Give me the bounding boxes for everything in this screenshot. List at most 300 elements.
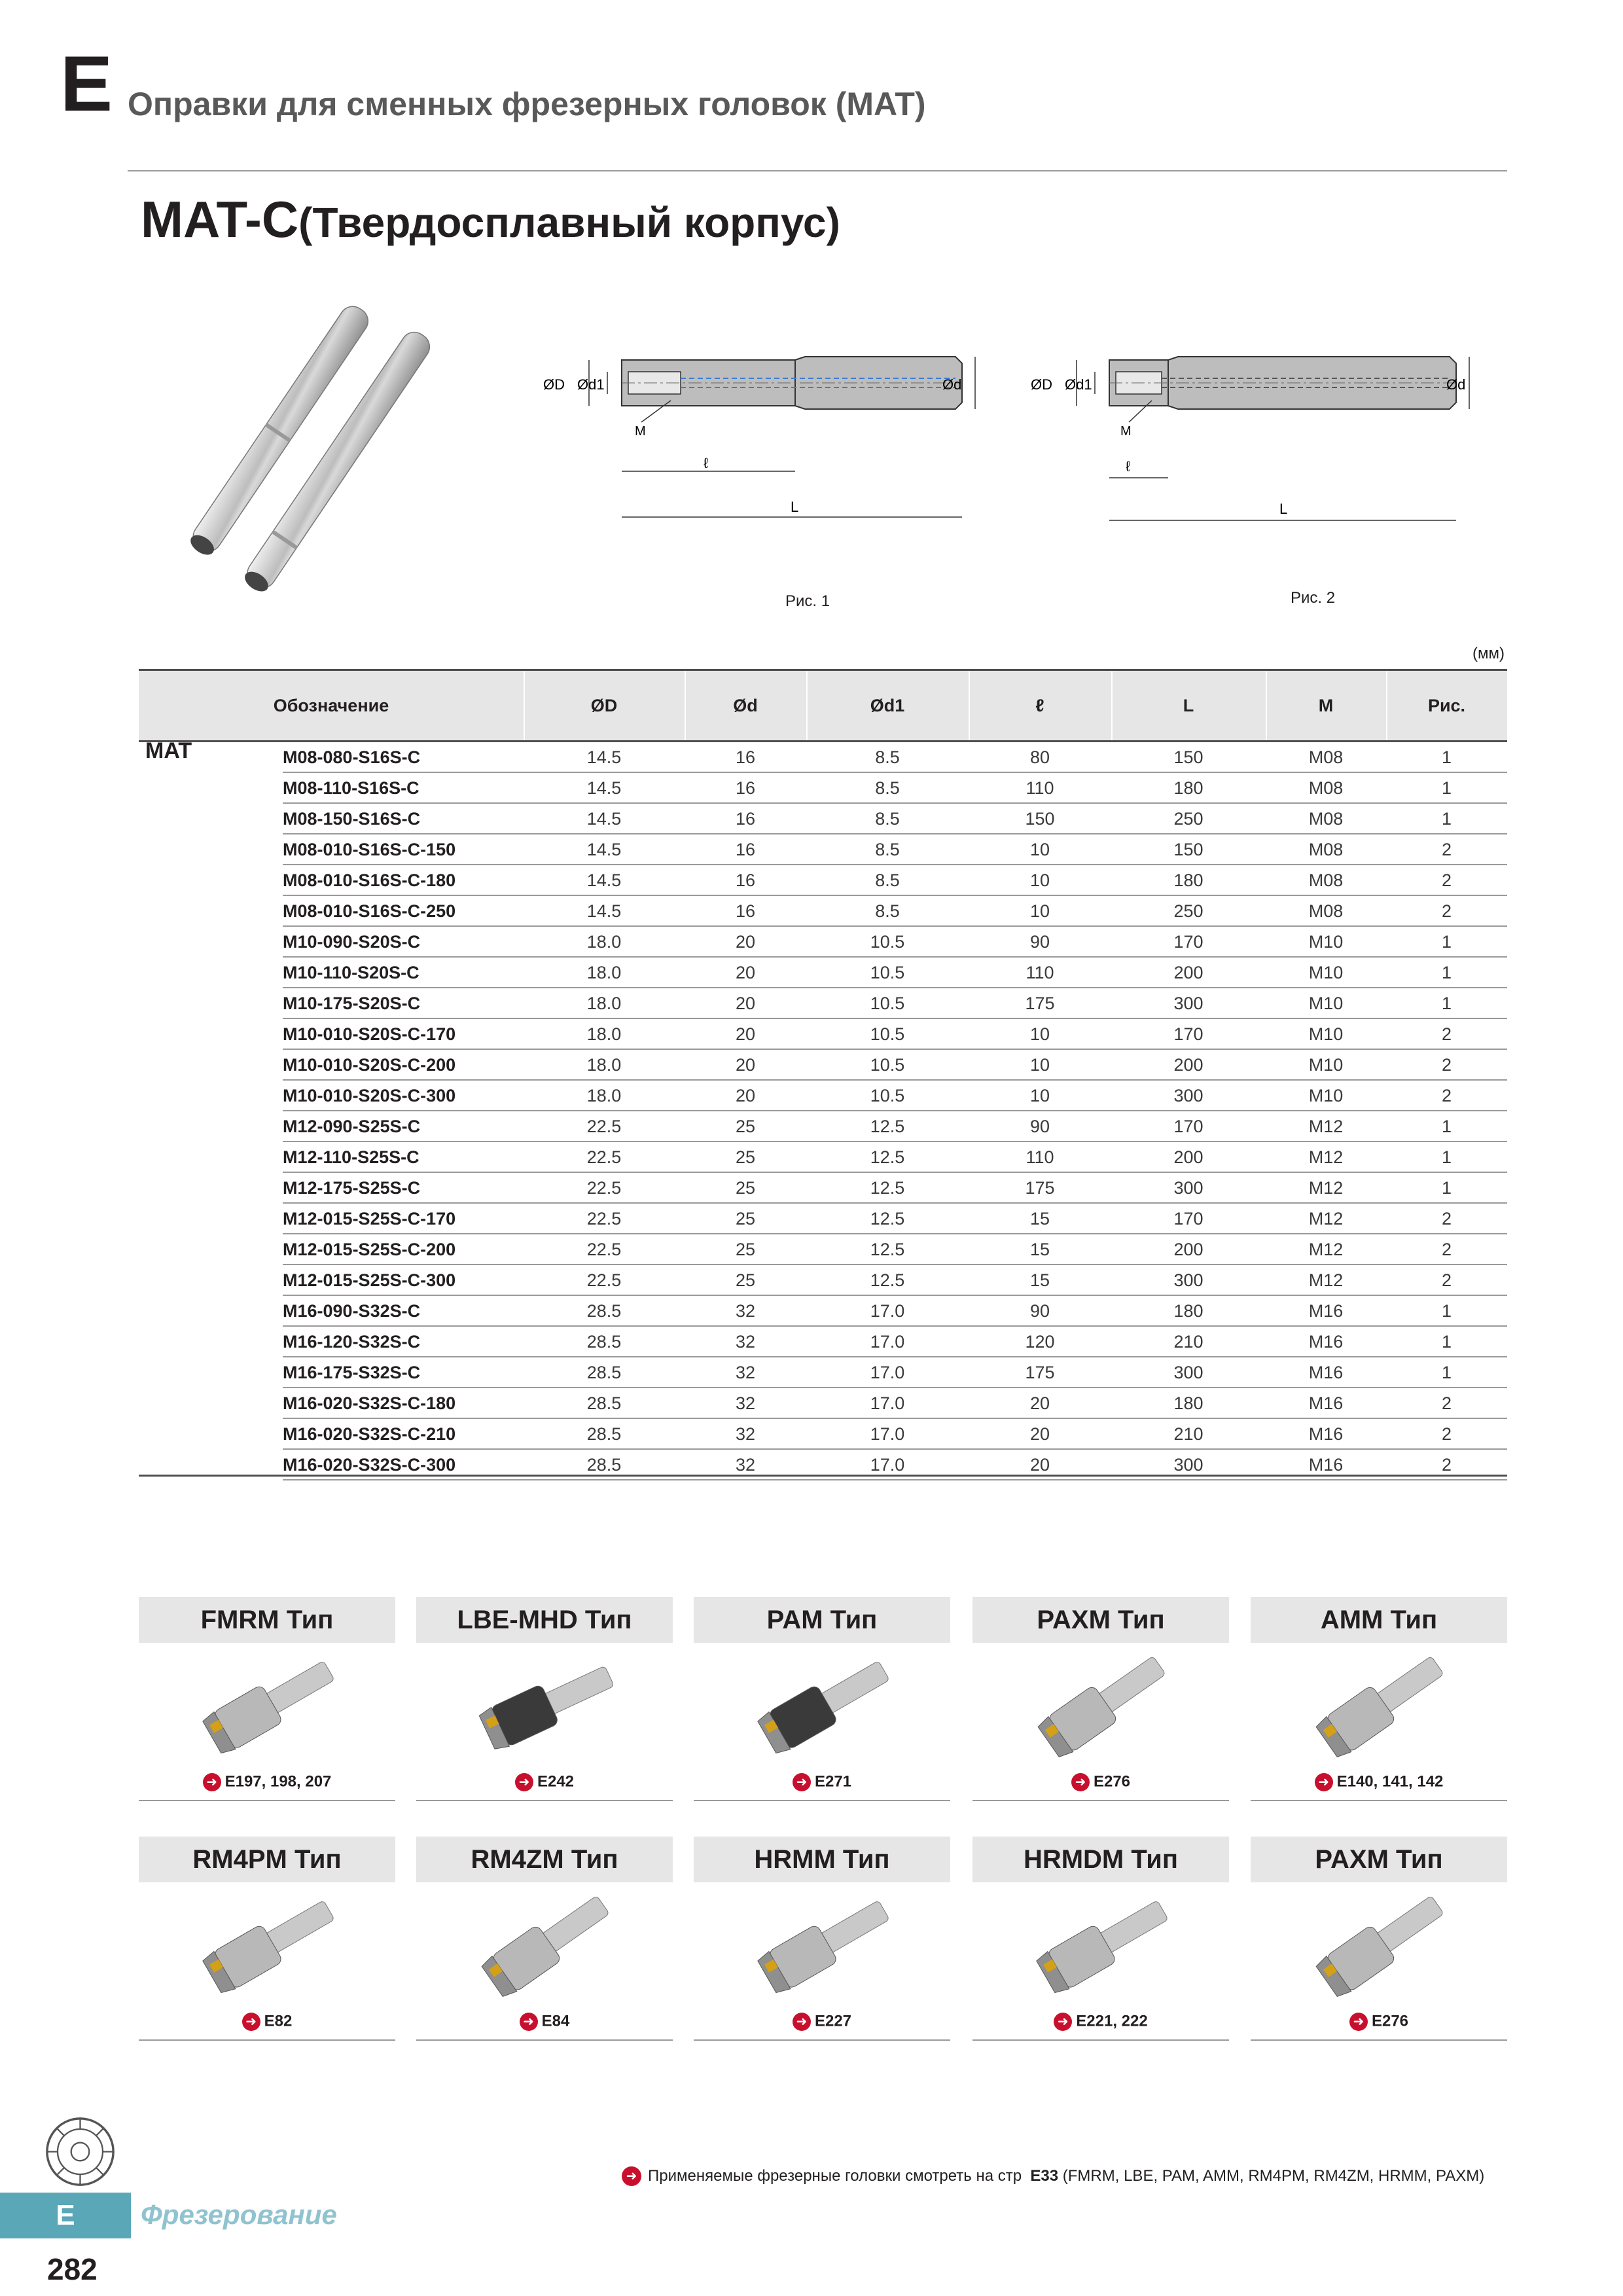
table-row [139, 1050, 1507, 1081]
cell-d: 16 [735, 809, 756, 829]
cell-M: M10 [1308, 932, 1344, 952]
table-row [139, 958, 1507, 988]
cell-code: M08-010-S16S-C-180 [283, 870, 456, 890]
cell-L: 170 [1173, 1117, 1204, 1136]
cell-d: 20 [735, 932, 756, 952]
table-row [139, 804, 1507, 834]
cell-fig: 1 [1441, 1332, 1452, 1352]
cell-code: M08-110-S16S-C [283, 778, 419, 798]
cell-D: 14.5 [586, 901, 622, 921]
type-card [139, 1837, 395, 2053]
cell-D: 18.0 [586, 1024, 622, 1044]
fig2-d-label: Ød [1446, 376, 1466, 393]
type-card-title: PAXM Тип [972, 1597, 1229, 1643]
cell-d1: 12.5 [870, 1178, 905, 1198]
product-name: MAT-C [141, 190, 299, 248]
cell-d1: 17.0 [870, 1455, 905, 1475]
cell-l: 80 [1029, 747, 1050, 767]
cell-M: M16 [1308, 1332, 1344, 1352]
arrow-right-icon: ➜ [1054, 2013, 1072, 2031]
table-row [139, 1419, 1507, 1450]
page-reference-text: E271 [814, 1772, 852, 1791]
milling-cutter-icon [43, 2114, 118, 2189]
cell-M: M08 [1308, 778, 1344, 798]
cell-fig: 1 [1441, 747, 1452, 767]
cell-L: 210 [1173, 1424, 1204, 1444]
cell-D: 18.0 [586, 963, 622, 982]
cell-d: 32 [735, 1393, 756, 1413]
cell-code: M12-110-S25S-C [283, 1147, 419, 1167]
type-card [416, 1837, 673, 2053]
cell-d: 32 [735, 1363, 756, 1382]
table-row [139, 1234, 1507, 1265]
cell-d1: 8.5 [875, 747, 900, 767]
fig1-d1-label: Ød1 [577, 376, 605, 393]
table-header [139, 669, 1507, 742]
cell-l: 10 [1029, 870, 1050, 890]
unit-label: (мм) [1472, 645, 1505, 662]
cell-fig: 2 [1441, 1393, 1452, 1413]
cell-M: M08 [1308, 840, 1344, 859]
cell-code: M16-090-S32S-C [283, 1301, 421, 1321]
cell-d1: 10.5 [870, 932, 905, 952]
cell-L: 300 [1173, 994, 1204, 1013]
table-row [139, 896, 1507, 927]
table-row [139, 742, 1507, 773]
figure-1-caption: Рис. 1 [785, 592, 830, 610]
cell-D: 22.5 [586, 1209, 622, 1229]
cell-d: 20 [735, 994, 756, 1013]
table-row [139, 1204, 1507, 1234]
type-card [1251, 1597, 1507, 1813]
cell-fig: 1 [1441, 1147, 1452, 1167]
type-card-title: HRMM Тип [694, 1837, 950, 1882]
shank-photo [164, 288, 504, 641]
cell-fig: 2 [1441, 1424, 1452, 1444]
cell-L: 170 [1173, 1024, 1204, 1044]
cell-d1: 10.5 [870, 1024, 905, 1044]
milling-head-photo [979, 1888, 1222, 2005]
header-D: ØD [590, 696, 618, 715]
figure-2-caption: Рис. 2 [1291, 589, 1336, 607]
cell-d1: 10.5 [870, 1055, 905, 1075]
arrow-right-icon: ➜ [1071, 1773, 1090, 1791]
milling-head-photo [700, 1648, 944, 1766]
section-tab-text: Фрезерование [141, 2199, 337, 2230]
cell-M: M16 [1308, 1424, 1344, 1444]
table-row [139, 1357, 1507, 1388]
cell-d1: 10.5 [870, 963, 905, 982]
cell-code: M12-015-S25S-C-170 [283, 1209, 456, 1229]
arrow-right-icon: ➜ [1315, 1773, 1333, 1791]
cell-L: 180 [1173, 1301, 1204, 1321]
cell-M: M08 [1308, 901, 1344, 921]
cell-L: 300 [1173, 1086, 1204, 1105]
cell-M: M08 [1308, 870, 1344, 890]
product-subtitle: (Твердосплавный корпус) [298, 199, 840, 246]
cell-code: M10-010-S20S-C-170 [283, 1024, 456, 1044]
cell-d1: 8.5 [875, 809, 900, 829]
cell-M: M12 [1308, 1270, 1344, 1290]
cell-code: M08-010-S16S-C-250 [283, 901, 456, 921]
cell-M: M12 [1308, 1240, 1344, 1259]
table-row [139, 834, 1507, 865]
cell-d: 25 [735, 1270, 756, 1290]
milling-head-photo [1257, 1648, 1501, 1766]
cell-M: M12 [1308, 1117, 1344, 1136]
cell-fig: 1 [1441, 1301, 1452, 1321]
cell-code: M16-120-S32S-C [283, 1332, 421, 1352]
table-body [139, 742, 1507, 1480]
cell-d: 16 [735, 840, 756, 859]
cell-M: M08 [1308, 809, 1344, 829]
fig1-M-label: M [635, 424, 646, 439]
table-row [139, 1296, 1507, 1327]
fig2-D-label: ØD [1031, 376, 1052, 393]
cell-l: 10 [1029, 1086, 1050, 1105]
cell-d: 25 [735, 1209, 756, 1229]
cell-L: 200 [1173, 1055, 1204, 1075]
cell-L: 200 [1173, 1147, 1204, 1167]
cell-L: 150 [1173, 747, 1204, 767]
cell-l: 10 [1029, 1024, 1050, 1044]
fig2-d1-label: Ød1 [1065, 376, 1092, 393]
cell-code: M08-010-S16S-C-150 [283, 840, 456, 859]
cell-l: 90 [1029, 1117, 1050, 1136]
cell-fig: 2 [1441, 1055, 1452, 1075]
type-card-title: PAM Тип [694, 1597, 950, 1643]
header-d1: Ød1 [870, 696, 905, 715]
arrow-right-icon: ➜ [520, 2013, 538, 2031]
cell-D: 18.0 [586, 1086, 622, 1105]
cell-l: 175 [1025, 1363, 1055, 1382]
footer-note [622, 2166, 1484, 2186]
type-card [972, 1597, 1229, 1813]
cell-d: 25 [735, 1117, 756, 1136]
cell-L: 210 [1173, 1332, 1204, 1352]
page-reference[interactable] [416, 2012, 673, 2031]
milling-head-photo [145, 1648, 389, 1766]
cell-d1: 17.0 [870, 1301, 905, 1321]
cell-code: M16-020-S32S-C-300 [283, 1455, 456, 1475]
cell-l: 20 [1029, 1424, 1050, 1444]
page-reference-text: E197, 198, 207 [224, 1772, 332, 1791]
cell-d: 16 [735, 747, 756, 767]
cell-M: M10 [1308, 1086, 1344, 1105]
cell-l: 10 [1029, 901, 1050, 921]
table-row [139, 1388, 1507, 1419]
cell-d: 32 [735, 1424, 756, 1444]
cell-d1: 10.5 [870, 994, 905, 1013]
footer-note-page[interactable]: E33 [1030, 2167, 1059, 2185]
page-reference[interactable] [972, 1772, 1229, 1791]
spec-table [139, 669, 1507, 1480]
table-row [139, 1111, 1507, 1142]
section-title: Оправки для сменных фрезерных головок (MAT) [128, 86, 926, 122]
cell-d1: 8.5 [875, 778, 900, 798]
type-card [1251, 1837, 1507, 2053]
cell-l: 15 [1029, 1270, 1050, 1290]
fig1-L-label: L [791, 499, 799, 515]
type-card [139, 1597, 395, 1813]
cell-d1: 17.0 [870, 1393, 905, 1413]
cell-d: 16 [735, 901, 756, 921]
cell-D: 14.5 [586, 840, 622, 859]
cell-fig: 1 [1441, 1363, 1452, 1382]
cell-D: 28.5 [586, 1363, 622, 1382]
cell-l: 15 [1029, 1240, 1050, 1259]
cell-d: 32 [735, 1455, 756, 1475]
cell-l: 110 [1026, 963, 1054, 982]
cell-fig: 1 [1441, 778, 1452, 798]
cell-L: 180 [1173, 1393, 1204, 1413]
cell-fig: 2 [1441, 901, 1452, 921]
fig1-l-label: ℓ [704, 455, 709, 471]
cell-l: 90 [1029, 932, 1050, 952]
cell-d1: 17.0 [870, 1332, 905, 1352]
cell-l: 110 [1026, 778, 1054, 798]
cell-d: 20 [735, 1055, 756, 1075]
cell-M: M16 [1308, 1301, 1344, 1321]
header-d: Ød [733, 696, 758, 715]
cell-M: M10 [1308, 963, 1344, 982]
cell-fig: 1 [1441, 932, 1452, 952]
cell-L: 200 [1173, 1240, 1204, 1259]
cell-d: 20 [735, 963, 756, 982]
cell-D: 28.5 [586, 1332, 622, 1352]
table-row [139, 1265, 1507, 1296]
cell-code: M08-150-S16S-C [283, 809, 421, 829]
type-card-title: RM4PM Тип [139, 1837, 395, 1882]
cell-L: 250 [1173, 809, 1204, 829]
cell-d1: 12.5 [870, 1209, 905, 1229]
cell-fig: 1 [1441, 809, 1452, 829]
milling-head-photo [423, 1888, 666, 2005]
page-reference-text: E227 [814, 2012, 852, 2030]
cell-fig: 2 [1441, 1240, 1452, 1259]
cell-d: 25 [735, 1147, 756, 1167]
cell-fig: 2 [1441, 870, 1452, 890]
cell-d: 16 [735, 870, 756, 890]
arrow-right-icon: ➜ [793, 1773, 811, 1791]
cell-L: 300 [1173, 1178, 1204, 1198]
arrow-right-icon: ➜ [793, 2013, 811, 2031]
header-l: ℓ [1035, 696, 1044, 715]
cell-M: M12 [1308, 1147, 1344, 1167]
figure-1-drawing [524, 340, 1034, 530]
cell-l: 150 [1025, 809, 1055, 829]
milling-head-photo [145, 1888, 389, 2005]
cell-l: 90 [1029, 1301, 1050, 1321]
cell-d1: 12.5 [870, 1147, 905, 1167]
page-reference[interactable] [416, 1772, 673, 1791]
type-card [694, 1837, 950, 2053]
type-card-title: RM4ZM Тип [416, 1837, 673, 1882]
cell-fig: 2 [1441, 1455, 1452, 1475]
cell-d: 20 [735, 1086, 756, 1105]
cell-M: M08 [1308, 747, 1344, 767]
cell-D: 14.5 [586, 809, 622, 829]
cell-M: M16 [1308, 1363, 1344, 1382]
fig2-l-label: ℓ [1126, 458, 1131, 475]
cell-fig: 2 [1441, 1270, 1452, 1290]
page-reference-text: E140, 141, 142 [1336, 1772, 1444, 1791]
page-reference[interactable] [972, 2012, 1229, 2031]
page-reference-text: E221, 222 [1076, 2012, 1148, 2030]
cell-d1: 17.0 [870, 1424, 905, 1444]
cell-d: 16 [735, 778, 756, 798]
header-L: L [1183, 696, 1194, 715]
header-M: M [1318, 696, 1334, 715]
table-row [139, 1173, 1507, 1204]
type-card-title: FMRM Тип [139, 1597, 395, 1643]
cell-code: M10-110-S20S-C [283, 963, 419, 982]
type-card-title: HRMDM Тип [972, 1837, 1229, 1882]
cell-fig: 2 [1441, 1024, 1452, 1044]
page-reference[interactable] [1251, 1772, 1507, 1791]
type-card [416, 1597, 673, 1813]
table-row [139, 865, 1507, 896]
arrow-right-icon: ➜ [622, 2166, 641, 2186]
table-row [139, 1142, 1507, 1173]
cell-d1: 12.5 [870, 1117, 905, 1136]
page-reference-text: E82 [264, 2012, 293, 2030]
cell-L: 170 [1173, 932, 1204, 952]
page-reference[interactable] [1251, 2012, 1507, 2031]
cell-L: 250 [1173, 901, 1204, 921]
cell-fig: 2 [1441, 840, 1452, 859]
header-divider [128, 170, 1507, 171]
cell-D: 28.5 [586, 1424, 622, 1444]
cell-M: M16 [1308, 1455, 1344, 1475]
cell-code: M12-090-S25S-C [283, 1117, 421, 1136]
cell-L: 300 [1173, 1455, 1204, 1475]
footer-note-prefix: Применяемые фрезерные головки смотреть на стр [648, 2167, 1022, 2185]
section-letter: E [60, 40, 113, 128]
cell-D: 22.5 [586, 1117, 622, 1136]
page-reference-text: E276 [1371, 2012, 1409, 2030]
page-number: 282 [47, 2252, 98, 2286]
page-reference-text: E276 [1093, 1772, 1131, 1791]
table-row [139, 773, 1507, 804]
cell-d: 25 [735, 1178, 756, 1198]
cell-D: 14.5 [586, 778, 622, 798]
cell-M: M16 [1308, 1393, 1344, 1413]
table-row [139, 1019, 1507, 1050]
cell-D: 18.0 [586, 1055, 622, 1075]
cell-l: 110 [1026, 1147, 1054, 1167]
milling-head-photo [423, 1648, 666, 1766]
cell-fig: 2 [1441, 1209, 1452, 1229]
arrow-right-icon: ➜ [203, 1773, 221, 1791]
cell-d: 20 [735, 1024, 756, 1044]
page-reference[interactable] [694, 1772, 950, 1791]
cell-L: 200 [1173, 963, 1204, 982]
section-tab[interactable]: E [0, 2193, 131, 2238]
cell-L: 170 [1173, 1209, 1204, 1229]
footer-note-suffix: (FMRM, LBE, PAM, AMM, RM4PM, RM4ZM, HRMM, PAXM) [1062, 2167, 1485, 2185]
page-reference-text: E84 [541, 2012, 570, 2030]
table-bottom-rule [139, 1475, 1507, 1477]
cell-d: 32 [735, 1332, 756, 1352]
arrow-right-icon: ➜ [515, 1773, 533, 1791]
cell-d1: 8.5 [875, 901, 900, 921]
arrow-right-icon: ➜ [242, 2013, 260, 2031]
cell-l: 15 [1029, 1209, 1050, 1229]
header-fig: Рис. [1427, 696, 1466, 715]
cell-M: M10 [1308, 994, 1344, 1013]
cell-l: 20 [1029, 1393, 1050, 1413]
cell-D: 14.5 [586, 870, 622, 890]
page-reference[interactable] [694, 2012, 950, 2031]
cell-code: M10-010-S20S-C-200 [283, 1055, 456, 1075]
cell-code: M16-175-S32S-C [283, 1363, 421, 1382]
type-card-title: PAXM Тип [1251, 1837, 1507, 1882]
cell-D: 28.5 [586, 1301, 622, 1321]
cell-M: M10 [1308, 1055, 1344, 1075]
cell-D: 28.5 [586, 1393, 622, 1413]
cell-D: 14.5 [586, 747, 622, 767]
cell-d: 25 [735, 1240, 756, 1259]
cell-M: M10 [1308, 1024, 1344, 1044]
cell-fig: 2 [1441, 1086, 1452, 1105]
type-card-title: LBE-MHD Тип [416, 1597, 673, 1643]
page-reference[interactable] [139, 1772, 395, 1791]
product-title [141, 190, 840, 249]
cell-code: M10-175-S20S-C [283, 994, 421, 1013]
fig2-M-label: M [1120, 424, 1132, 439]
cell-d1: 12.5 [870, 1270, 905, 1290]
fig1-d-label: Ød [942, 376, 962, 393]
page-reference[interactable] [139, 2012, 395, 2031]
cell-D: 22.5 [586, 1147, 622, 1167]
cell-D: 22.5 [586, 1270, 622, 1290]
type-card [694, 1597, 950, 1813]
cell-L: 180 [1173, 778, 1204, 798]
cell-d1: 8.5 [875, 840, 900, 859]
table-row [139, 1327, 1507, 1357]
cell-D: 28.5 [586, 1455, 622, 1475]
arrow-right-icon: ➜ [1349, 2013, 1368, 2031]
figure-2-drawing [1021, 340, 1512, 530]
cell-code: M16-020-S32S-C-210 [283, 1424, 456, 1444]
fig2-L-label: L [1279, 501, 1288, 517]
cell-l: 10 [1029, 1055, 1050, 1075]
cell-l: 10 [1029, 840, 1050, 859]
cell-code: M10-090-S20S-C [283, 932, 421, 952]
cell-code: M10-010-S20S-C-300 [283, 1086, 456, 1105]
cell-code: M12-015-S25S-C-300 [283, 1270, 456, 1290]
cell-fig: 1 [1441, 1178, 1452, 1198]
header-designation: Обозначение [273, 696, 389, 715]
cell-fig: 1 [1441, 994, 1452, 1013]
cell-d1: 10.5 [870, 1086, 905, 1105]
cell-fig: 1 [1441, 1117, 1452, 1136]
cell-L: 300 [1173, 1270, 1204, 1290]
page-reference-text: E242 [537, 1772, 575, 1791]
milling-head-photo [1257, 1888, 1501, 2005]
group-label: MAT [145, 738, 192, 763]
cell-l: 175 [1025, 1178, 1055, 1198]
cell-d1: 17.0 [870, 1363, 905, 1382]
cell-d1: 8.5 [875, 870, 900, 890]
milling-head-photo [700, 1888, 944, 2005]
cell-fig: 1 [1441, 963, 1452, 982]
cell-d1: 12.5 [870, 1240, 905, 1259]
cell-l: 120 [1025, 1332, 1055, 1352]
cell-code: M12-015-S25S-C-200 [283, 1240, 456, 1259]
cell-M: M12 [1308, 1209, 1344, 1229]
